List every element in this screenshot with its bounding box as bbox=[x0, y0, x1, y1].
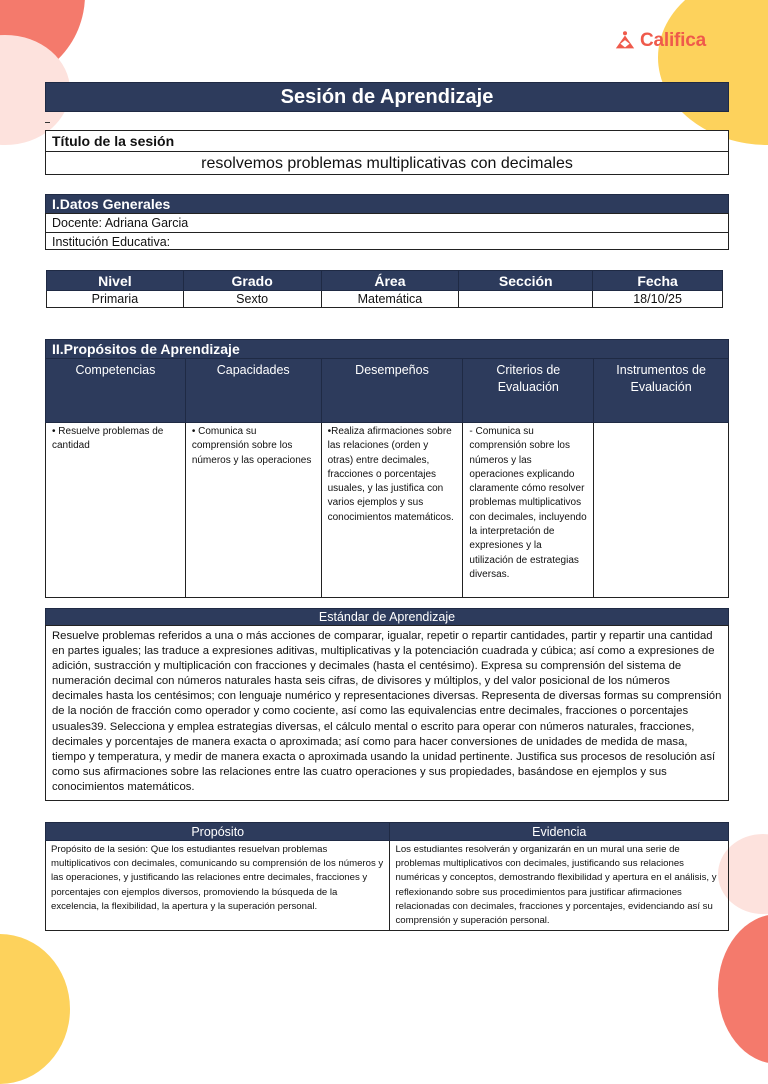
header-proposito: Propósito bbox=[46, 823, 390, 841]
header-seccion: Sección bbox=[459, 271, 593, 291]
decorative-blob-bottom-left bbox=[0, 934, 70, 1084]
divider-mark bbox=[45, 122, 50, 123]
header-instrumentos: Instrumentos de Evaluación bbox=[594, 359, 729, 423]
nivel-table-header bbox=[47, 271, 723, 291]
cell-area: Matemática bbox=[321, 291, 459, 308]
califica-logo-icon bbox=[614, 30, 636, 52]
table-row bbox=[46, 423, 729, 598]
table-row bbox=[46, 841, 729, 931]
propositos-heading: II.Propósitos de Aprendizaje bbox=[45, 339, 729, 359]
cell-seccion bbox=[459, 291, 593, 308]
estandar-heading: Estándar de Aprendizaje bbox=[45, 608, 729, 626]
logo-text: Califica bbox=[640, 30, 706, 51]
propositos-table bbox=[45, 358, 729, 598]
cell-desempenos: •Realiza afirmaciones sobre las relaciones (orden y otras) entre decimales, fracciones o porcentajes usuales, y las justifica con varios ejemplos y sus conocimientos matemáticos. bbox=[321, 423, 463, 598]
decorative-blob-bottom-right bbox=[718, 914, 768, 1064]
estandar-text: Resuelve problemas referidos a una o más acciones de comparar, igualar, repetir o repartir cantidades, partir y repartir una cantidad en partes iguales; las traduce a expresiones aditivas, multiplicativas y la potenciación cuadrada y cúbica; así como a expresiones de adición, sustracción y multiplicación con fracciones y decimales (hasta el centésimo). Expresa su comprensión del sistema de numeración decimal con números naturales hasta seis cifras, de divisores y múltiplos, y del valor posicional de los números decimales hasta los centésimos; con lenguaje numérico y representaciones diversas. Representa de diversas formas su comprensión de la noción de fracción como operador y como cociente, así como las equivalencias entre decimales, fracciones o porcentajes usuales39. Selecciona y emplea estrategias diversas, el cálculo mental o escrito para operar con números naturales, fracciones, decimales y porcentajes de manera exacta o aproximada; así como para hacer conversiones de unidades de medida de masa, tiempo y temperatura, y medir de manera exacta o aproximada usando la unidad pertinente. Justifica sus procesos de resolución así como sus afirmaciones sobre las relaciones entre las cuatro operaciones y sus propiedades, basándose en ejemplos y sus conocimientos matemáticos. bbox=[45, 625, 729, 801]
cell-evidencia: Los estudiantes resolverán y organizarán en un mural una serie de problemas multiplicativos con decimales, justificando sus relaciones numéricas y conceptos, demostrando flexibilidad y apertura en el análisis, y reflexionando sobre sus procedimientos para justificar afirmaciones relacionadas con decimales, fracciones y porcentajes, evidenciando así su comprensión y superación personal. bbox=[390, 841, 729, 931]
session-title-box bbox=[45, 130, 729, 175]
datos-generales-box bbox=[45, 213, 729, 250]
table-row bbox=[47, 291, 723, 308]
cell-nivel: Primaria bbox=[47, 291, 184, 308]
propositos-table-header bbox=[46, 359, 729, 423]
header-competencias: Competencias bbox=[46, 359, 186, 423]
institucion-field: Institución Educativa: bbox=[46, 232, 728, 251]
datos-generales-heading: I.Datos Generales bbox=[45, 194, 729, 214]
header-nivel: Nivel bbox=[47, 271, 184, 291]
nivel-table bbox=[46, 270, 723, 308]
cell-criterios: - Comunica su comprensión sobre los números y las operaciones explicando claramente cómo resolver problemas multiplicativos con decimales, incluyendo la interpretación de expresiones y la utilización de estrategias diversas. bbox=[463, 423, 594, 598]
header-evidencia: Evidencia bbox=[390, 823, 729, 841]
header-criterios: Criterios de Evaluación bbox=[463, 359, 594, 423]
decorative-blob-top-right bbox=[658, 0, 768, 145]
header-fecha: Fecha bbox=[593, 271, 723, 291]
header-grado: Grado bbox=[183, 271, 321, 291]
session-title-value: resolvemos problemas multiplicativas con decimales bbox=[201, 155, 573, 172]
session-title-label: Título de la sesión bbox=[46, 131, 728, 152]
header-capacidades: Capacidades bbox=[185, 359, 321, 423]
cell-capacidades: • Comunica su comprensión sobre los números y las operaciones bbox=[185, 423, 321, 598]
page-title: Sesión de Aprendizaje bbox=[45, 82, 729, 112]
proposito-evidencia-table bbox=[45, 822, 729, 931]
cell-grado: Sexto bbox=[183, 291, 321, 308]
cell-fecha: 18/10/25 bbox=[593, 291, 723, 308]
califica-logo bbox=[614, 30, 706, 52]
cell-proposito: Propósito de la sesión: Que los estudiantes resuelvan problemas multiplicativos con decimales, comunicando su comprensión de los números y las operaciones, y justificando las relaciones entre decimales, fracciones y porcentajes con ejemplos diversos, promoviendo la búsqueda de la excelencia, la flexibilidad, la apertura y la superación personal. bbox=[46, 841, 390, 931]
header-area: Área bbox=[321, 271, 459, 291]
header-desempenos: Desempeños bbox=[321, 359, 463, 423]
cell-instrumentos bbox=[594, 423, 729, 598]
cell-competencias: • Resuelve problemas de cantidad bbox=[46, 423, 186, 598]
proposito-evidencia-header bbox=[46, 823, 729, 841]
docente-field: Docente: Adriana Garcia bbox=[52, 216, 189, 230]
